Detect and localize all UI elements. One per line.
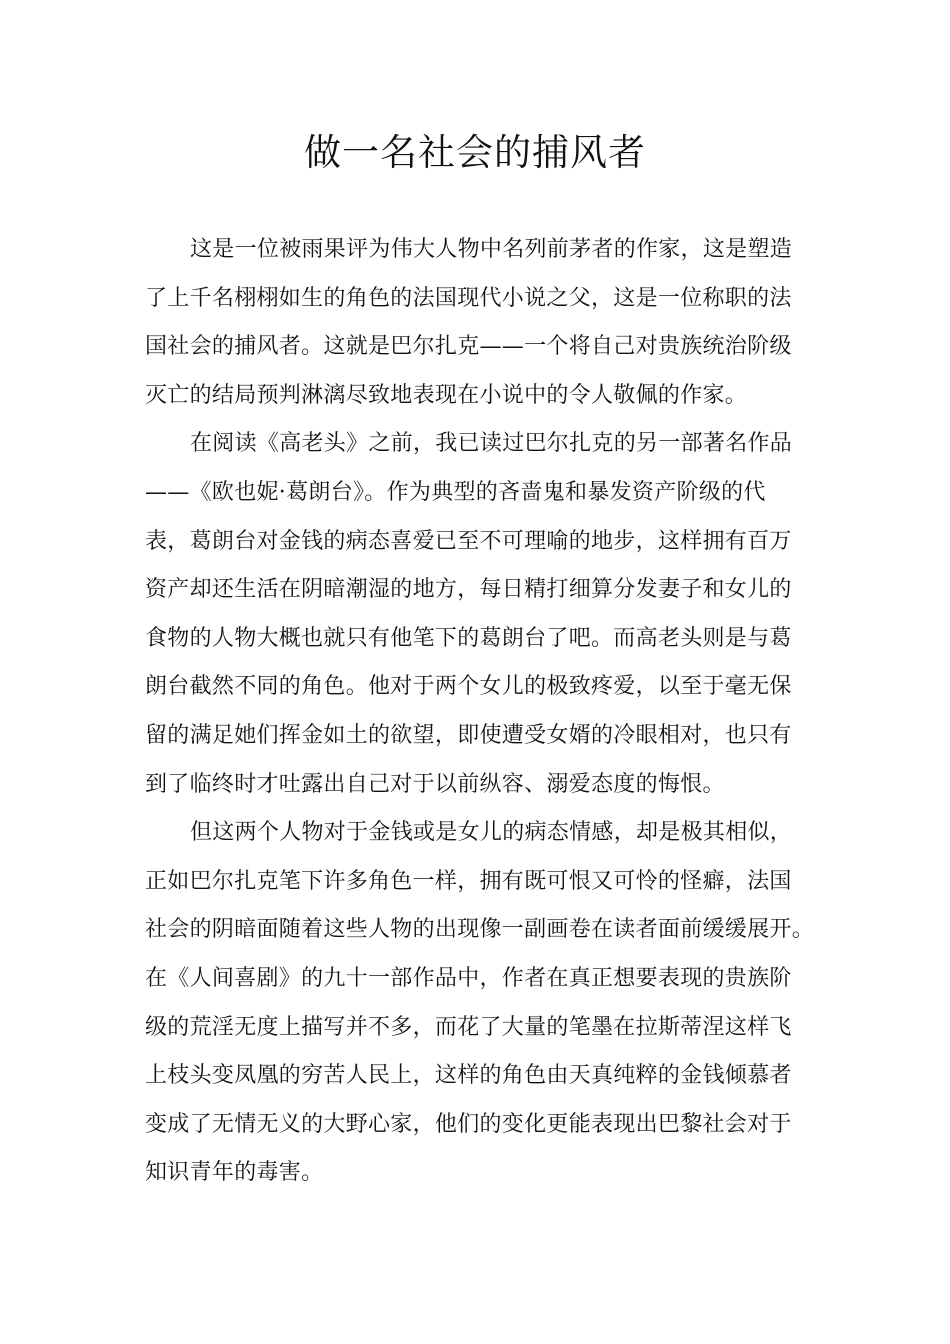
text-line: 朗台截然不同的角色。他对于两个女儿的极致疼爱，以至于毫无保 [145, 674, 792, 700]
text-line: 在阅读《高老头》之前，我已读过巴尔扎克的另一部著名作品 [190, 431, 793, 457]
paragraph-1 [145, 226, 825, 420]
text-line: 留的满足她们挥金如土的欲望，即使遭受女婿的冷眼相对，也只有 [145, 722, 792, 748]
text-line: 在《人间喜剧》的九十一部作品中，作者在真正想要表现的贵族阶 [145, 965, 792, 991]
text-line: 知识青年的毒害。 [145, 1160, 324, 1186]
text-line: 但这两个人物对于金钱或是女儿的病态情感，却是极其相似， [190, 820, 793, 846]
text-line: ——《欧也妮·葛朗台》。作为典型的吝啬鬼和暴发资产阶级的代 [145, 479, 766, 505]
text-line: 了上千名栩栩如生的角色的法国现代小说之父，这是一位称职的法 [145, 285, 792, 311]
text-line: 到了临终时才吐露出自己对于以前纵容、溺爱态度的悔恨。 [145, 771, 725, 797]
text-line: 正如巴尔扎克笔下许多角色一样，拥有既可恨又可怜的怪癖，法国 [145, 868, 792, 894]
text-line: 级的荒淫无度上描写并不多，而花了大量的笔墨在拉斯蒂涅这样飞 [145, 1014, 792, 1040]
document-body [145, 226, 825, 1198]
text-line: 国社会的捕风者。这就是巴尔扎克——一个将自己对贵族统治阶级 [145, 334, 792, 360]
text-line: 上枝头变凤凰的穷苦人民上，这样的角色由天真纯粹的金钱倾慕者 [145, 1063, 792, 1089]
text-line: 社会的阴暗面随着这些人物的出现像一副画卷在读者面前缓缓展开。 [145, 917, 815, 943]
document-title: 做一名社会的捕风者 [304, 131, 646, 174]
paragraph-3 [145, 809, 825, 1198]
text-line: 变成了无情无义的大野心家，他们的变化更能表现出巴黎社会对于 [145, 1111, 792, 1137]
paragraph-2 [145, 420, 825, 809]
text-line: 这是一位被雨果评为伟大人物中名列前茅者的作家，这是塑造 [190, 237, 793, 262]
text-line: 表，葛朗台对金钱的病态喜爱已至不可理喻的地步，这样拥有百万 [145, 528, 792, 554]
text-line: 食物的人物大概也就只有他笔下的葛朗台了吧。而高老头则是与葛 [145, 625, 792, 651]
text-line: 资产却还生活在阴暗潮湿的地方，每日精打细算分发妻子和女儿的 [145, 577, 792, 603]
text-line: 灭亡的结局预判淋漓尽致地表现在小说中的令人敬佩的作家。 [145, 382, 748, 408]
